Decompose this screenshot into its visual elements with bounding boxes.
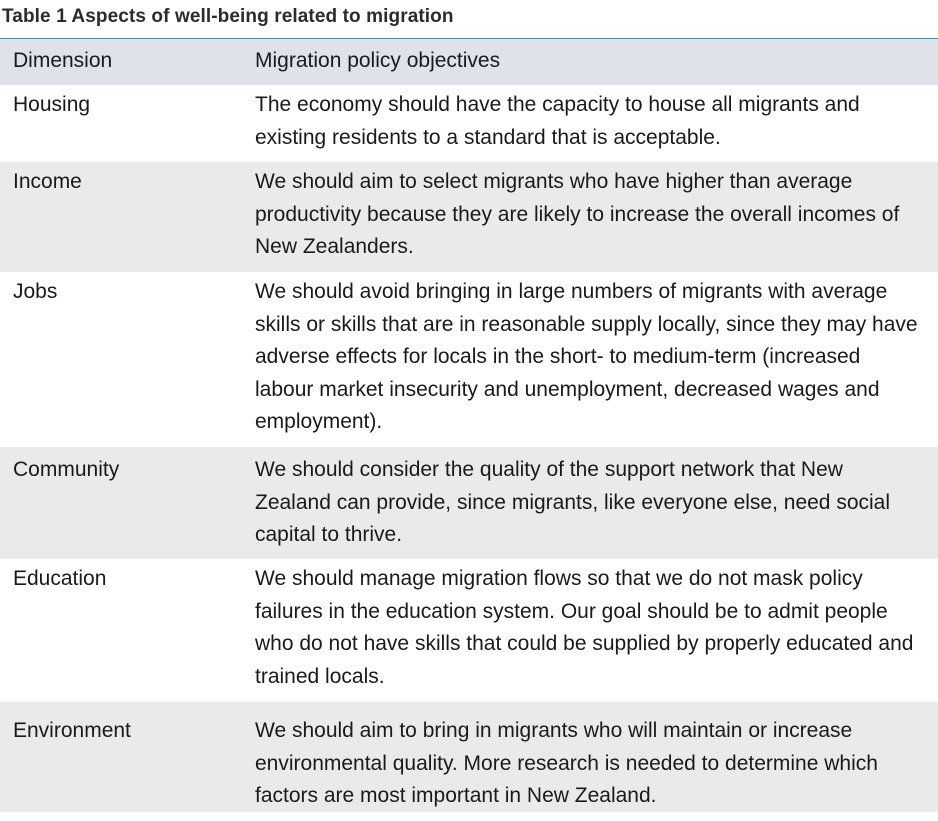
column-header-dimension: Dimension (13, 49, 113, 72)
dimension-cell: Housing (13, 93, 91, 116)
dimension-cell: Income (13, 170, 82, 193)
table-row (0, 559, 938, 702)
objective-cell: We should aim to bring in migrants who will maintain or increase environmental quality. More research is needed to determine which factors are most important in New Zealand. (255, 719, 878, 807)
dimension-cell: Environment (13, 719, 131, 742)
objective-cell: We should manage migration flows so that we do not mask policy failures in the education system. Our goal should be to admit people who do not have skills that could be supplied by properly educated and trained locals. (255, 567, 914, 688)
dimension-cell: Community (13, 458, 120, 481)
table-row (0, 162, 938, 272)
objective-cell: We should consider the quality of the support network that New Zealand can provide, since migrants, like everyone else, need social capital to thrive. (255, 458, 891, 546)
table-row (0, 272, 938, 447)
table-caption: Table 1 Aspects of well-being related to migration (2, 6, 454, 27)
table-row (0, 702, 938, 812)
dimension-cell: Jobs (13, 280, 58, 303)
objective-cell: We should avoid bringing in large numbers of migrants with average skills or skills that are in reasonable supply locally, since they may have adverse effects for locals in the short- to medium-term (increased labour market insecurity and unemployment, decreased wages and employment). (255, 280, 918, 433)
table-row (0, 447, 938, 559)
objective-cell: We should aim to select migrants who have higher than average productivity because they are likely to increase the overall incomes of New Zealanders. (255, 170, 900, 258)
table-header-row (0, 39, 938, 85)
column-header-objectives: Migration policy objectives (255, 49, 501, 72)
objective-cell: The economy should have the capacity to house all migrants and existing residents to a standard that is acceptable. (255, 93, 860, 149)
table-row (0, 85, 938, 162)
dimension-cell: Education (13, 567, 107, 590)
wellbeing-migration-table (0, 38, 938, 812)
